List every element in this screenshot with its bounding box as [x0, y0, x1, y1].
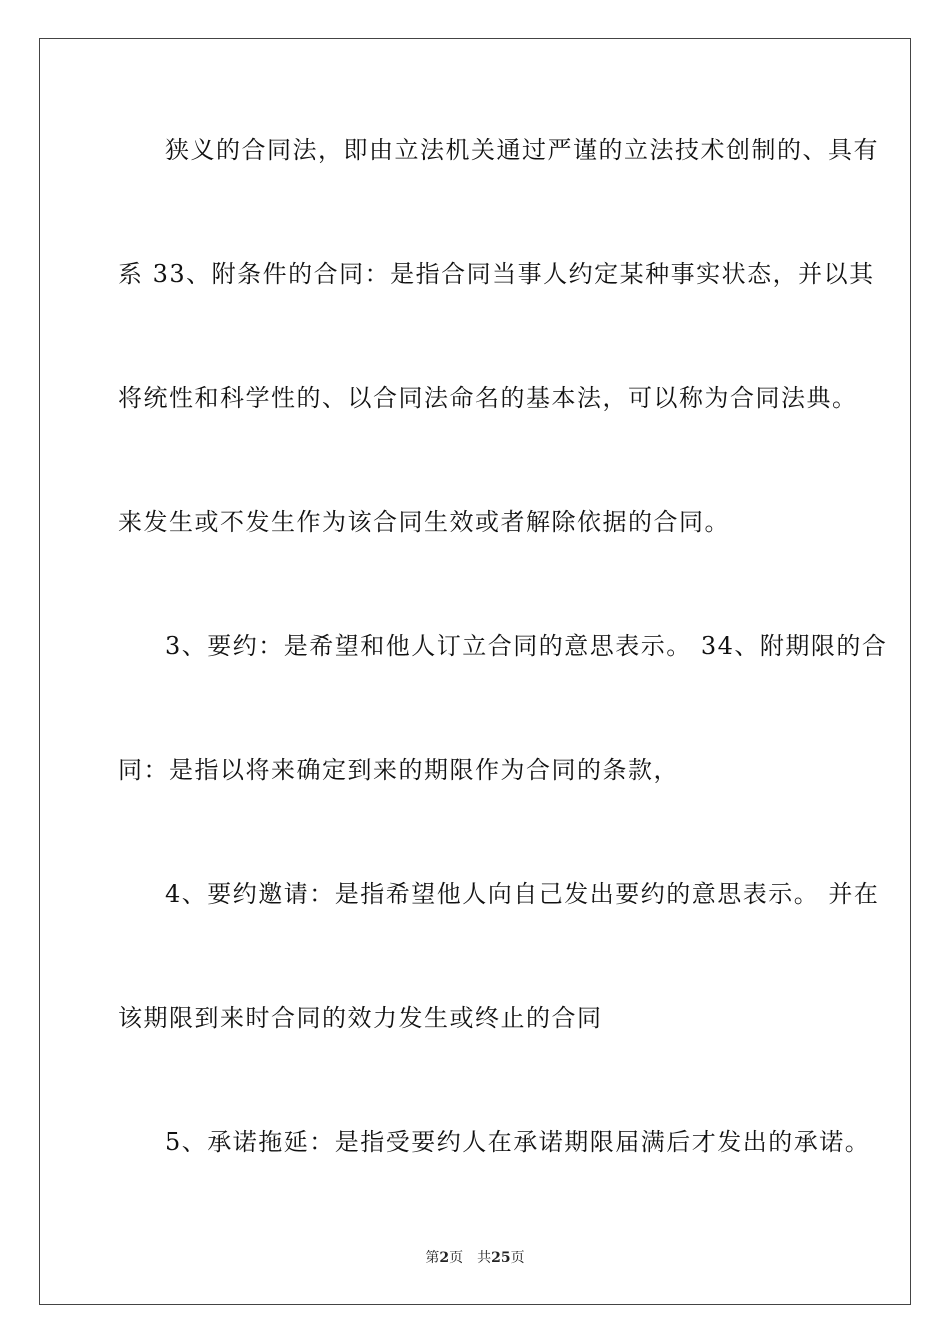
total-pages: 25: [491, 1250, 511, 1266]
paragraph-line-9: 5、承诺拖延：是指受要约人在承诺期限届满后才发出的承诺。: [165, 1128, 871, 1156]
page-footer: [0, 1248, 950, 1268]
paragraph-line-6: 同：是指以将来确定到来的期限作为合同的条款，: [118, 756, 679, 784]
paragraph-line-7: 4、要约邀请：是指希望他人向自己发出要约的意思表示。 并在: [165, 880, 880, 908]
page-suffix: 页: [449, 1250, 464, 1266]
total-prefix: 共: [477, 1250, 492, 1266]
page-border: [39, 38, 911, 1305]
total-suffix: 页: [510, 1250, 525, 1266]
paragraph-line-8: 该期限到来时合同的效力发生或终止的合同: [118, 1004, 603, 1032]
paragraph-line-3: 将统性和科学性的、以合同法命名的基本法，可以称为合同法典。: [118, 384, 858, 412]
paragraph-line-1: 狭义的合同法，即由立法机关通过严谨的立法技术创制的、具有: [165, 136, 879, 164]
page-prefix: 第: [425, 1250, 440, 1266]
paragraph-line-4: 来发生或不发生作为该合同生效或者解除依据的合同。: [118, 508, 730, 536]
paragraph-line-2: 系 33、附条件的合同：是指合同当事人约定某种事实状态，并以其: [118, 260, 875, 288]
paragraph-line-5: 3、要约：是希望和他人订立合同的意思表示。 34、附期限的合: [165, 632, 888, 660]
page-number: 2: [439, 1250, 450, 1266]
